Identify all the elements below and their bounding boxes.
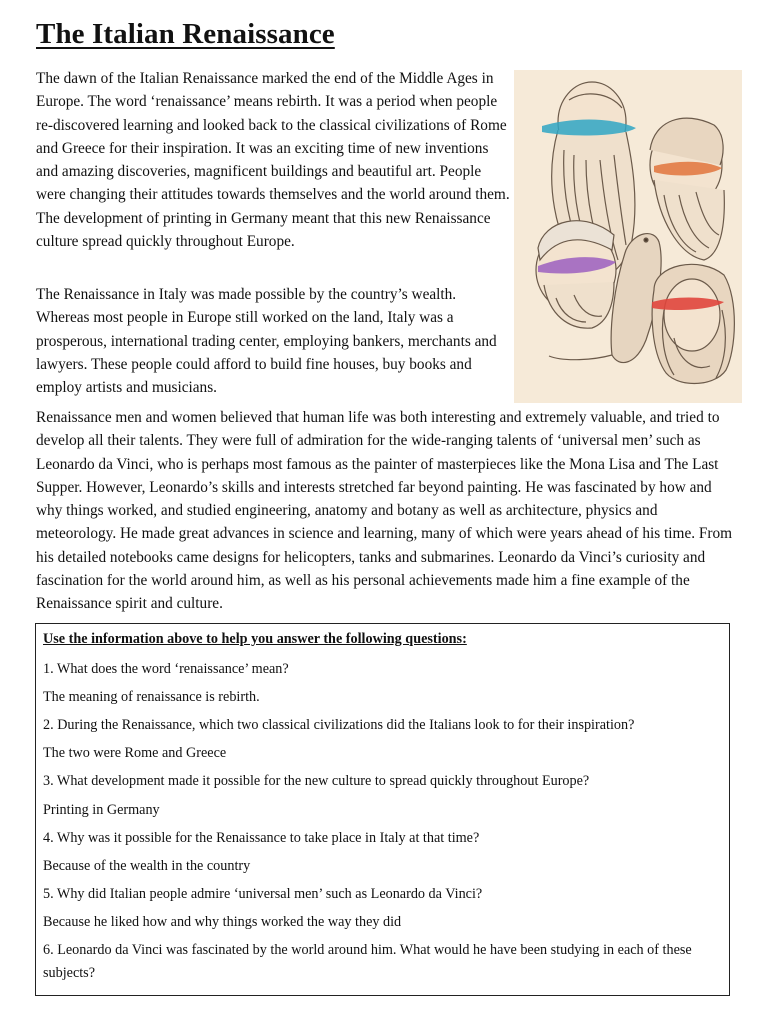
universal-men-paragraph: Renaissance men and women believed that human life was both interesting and extremely valuable, and tried to develop all their talents. They were full of admiration for the wide-ranging talents of ‘universal men’ such as Leonardo da Vinci, who is perhaps most famous as the painter of masterpieces like the Mona Lisa and The Last Supper. However, Leonardo’s skills and interests stretched far beyond painting. He was fascinated by how and why things worked, and studied engineering, anatomy and botany as well as architecture, physics and meteorology. He made great advances in science and learning, many of which were years ahead of his time. From his detailed notebooks came designs for helicopters, tanks and submarines. Leonardo da Vinci’s curiosity and fascination for the world around him, as well as his personal achievements made him a fine example of the Renaissance spirit and culture. [36,409,733,613]
headband-man-head [536,221,616,328]
question-1: 1. What does the word ‘renaissance’ mean? [43,661,289,677]
question-5: 5. Why did Italian people admire ‘universal men’ such as Leonardo da Vinci? [43,886,483,902]
question-3: 3. What development made it possible for the new culture to spread quickly throughout Europe? [43,773,590,789]
question-6: 6. Leonardo da Vinci was fascinated by the world around him. What would he have been studying in each of these subjects? [43,942,692,981]
question-4: 4. Why was it possible for the Renaissance to take place in Italy at that time? [43,830,480,846]
masked-heads-drawing [514,70,742,403]
questions-heading: Use the information above to help you answer the following questions: [43,631,467,647]
long-hair-man-head [652,264,734,383]
answer-5: Because he liked how and why things worked the way they did [43,914,402,930]
question-2: 2. During the Renaissance, which two classical civilizations did the Italians look to for their inspiration? [43,717,635,733]
answer-4: Because of the wealth in the country [43,858,251,874]
answer-2: The two were Rome and Greece [43,745,227,761]
curly-hair-man-head [650,118,724,260]
intro-paragraph: The dawn of the Italian Renaissance marked the end of the Middle Ages in Europe. The word ‘renaissance’ means rebirth. It was a period when people re-discovered learning and looked back to the classical civilizations of Rome and Greece for their inspiration. It was an exciting time of new inventions and amazing discoveries, magnificent buildings and beautiful art. People were changing their attitudes towards themselves and the world around them. The development of printing in Germany meant that this new Renaissance culture spread quickly throughout Europe. [36,70,510,251]
renaissance-masked-heads-illustration [514,70,742,403]
wealth-paragraph: The Renaissance in Italy was made possible by the country’s wealth. Whereas most people in Europe still worked on the land, Italy was a prosperous, international trading center, employing bankers, merchants and lawyers. These people could afford to build fine houses, buy books and employ artists and musicians. [36,286,497,397]
answer-3: Printing in Germany [43,802,160,818]
answer-1: The meaning of renaissance is rebirth. [43,689,260,705]
questions-box [35,623,730,996]
page-title: The Italian Renaissance [36,18,335,50]
